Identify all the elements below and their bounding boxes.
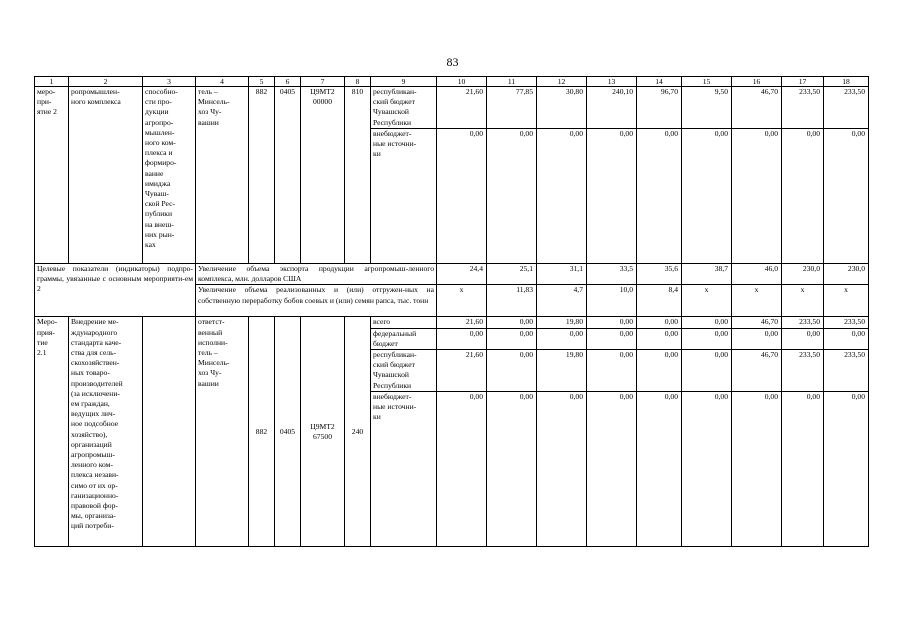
funding-source: всего bbox=[371, 317, 437, 328]
value-cell: 46,0 bbox=[732, 264, 782, 285]
value-cell: 0,00 bbox=[487, 128, 537, 263]
value-cell: 233,50 bbox=[782, 87, 824, 129]
value-cell: 230,0 bbox=[824, 264, 869, 285]
header-cell: 14 bbox=[637, 77, 682, 87]
value-cell: 0,00 bbox=[637, 328, 682, 349]
table-row bbox=[35, 87, 869, 129]
event-name: ропромышлен- ного комплекса bbox=[69, 87, 143, 264]
value-cell: 96,70 bbox=[637, 87, 682, 129]
event-goal bbox=[143, 317, 196, 547]
responsible: ответст- венный исполни- тель – Минсель- хоз Чу- вашии bbox=[196, 317, 249, 547]
value-cell: 0,00 bbox=[587, 128, 637, 263]
code-type: 810 bbox=[345, 87, 371, 264]
code-target: Ц9МТ2 67500 bbox=[301, 317, 345, 547]
value-cell: 0,00 bbox=[487, 328, 537, 349]
value-cell: 31,1 bbox=[537, 264, 587, 285]
header-cell: 5 bbox=[249, 77, 275, 87]
value-cell: 0,00 bbox=[637, 392, 682, 547]
value-cell: 0,00 bbox=[732, 392, 782, 547]
header-cell: 18 bbox=[824, 77, 869, 87]
value-cell: 0,00 bbox=[682, 328, 732, 349]
value-cell: x bbox=[732, 285, 782, 317]
value-cell: 0,00 bbox=[437, 128, 487, 263]
header-cell: 16 bbox=[732, 77, 782, 87]
value-cell: 0,00 bbox=[824, 328, 869, 349]
value-cell: 21,60 bbox=[437, 350, 487, 392]
value-cell: 9,50 bbox=[682, 87, 732, 129]
header-cell: 10 bbox=[437, 77, 487, 87]
code-target: Ц9МТ2 00000 bbox=[301, 87, 345, 264]
value-cell: 38,7 bbox=[682, 264, 732, 285]
value-cell: 0,00 bbox=[537, 392, 587, 547]
code-grbs: 882 bbox=[249, 87, 275, 264]
page-number: 83 bbox=[446, 55, 459, 69]
value-cell: 46,70 bbox=[732, 87, 782, 129]
value-cell: 0,00 bbox=[637, 128, 682, 263]
budget-table bbox=[34, 76, 869, 547]
value-cell: 0,00 bbox=[537, 128, 587, 263]
value-cell: 10,0 bbox=[587, 285, 637, 317]
value-cell: 19,80 bbox=[537, 350, 587, 392]
value-cell: 0,00 bbox=[824, 128, 869, 263]
value-cell: 30,80 bbox=[537, 87, 587, 129]
value-cell: 233,50 bbox=[824, 317, 869, 328]
value-cell: 46,70 bbox=[732, 317, 782, 328]
value-cell: 0,00 bbox=[437, 328, 487, 349]
value-cell: 0,00 bbox=[437, 392, 487, 547]
header-cell: 2 bbox=[69, 77, 143, 87]
header-cell: 3 bbox=[143, 77, 196, 87]
value-cell: 0,00 bbox=[682, 128, 732, 263]
value-cell: 0,00 bbox=[587, 317, 637, 328]
value-cell: 0,00 bbox=[637, 350, 682, 392]
funding-source: внебюджет- ные источни- ки bbox=[371, 392, 437, 547]
indicator-text: Увеличение объема экспорта продукции агропромыш-ленного комплекса, млн. долларов США bbox=[196, 264, 437, 285]
value-cell: 0,00 bbox=[587, 328, 637, 349]
value-cell: 77,85 bbox=[487, 87, 537, 129]
value-cell: 0,00 bbox=[732, 328, 782, 349]
funding-source: внебюджет- ные источни- ки bbox=[371, 128, 437, 263]
value-cell: x bbox=[782, 285, 824, 317]
header-cell: 11 bbox=[487, 77, 537, 87]
value-cell: 0,00 bbox=[587, 392, 637, 547]
value-cell: 19,80 bbox=[537, 317, 587, 328]
responsible: тель – Минсель- хоз Чу- вашии bbox=[196, 87, 249, 264]
value-cell: 0,00 bbox=[782, 392, 824, 547]
value-cell: 0,00 bbox=[732, 128, 782, 263]
value-cell: 240,10 bbox=[587, 87, 637, 129]
value-cell: 4,7 bbox=[537, 285, 587, 317]
value-cell: 233,50 bbox=[782, 350, 824, 392]
event-goal: способно- сти про- дукции агропро- мышлен- ного ком- плекса и формиро- вание имиджа Чуваш- ской Рес- публики на внеш- них рын- ках bbox=[143, 87, 196, 264]
code-section: 0405 bbox=[275, 317, 301, 547]
event-number: меро- при- ятие 2 bbox=[35, 87, 69, 264]
code-section: 0405 bbox=[275, 87, 301, 264]
value-cell: 35,6 bbox=[637, 264, 682, 285]
value-cell: x bbox=[437, 285, 487, 317]
value-cell: x bbox=[682, 285, 732, 317]
value-cell: 24,4 bbox=[437, 264, 487, 285]
header-cell: 1 bbox=[35, 77, 69, 87]
value-cell: 0,00 bbox=[782, 128, 824, 263]
indicator-text: Увеличение объема реализованных и (или) отгружен-ных на собственную переработку бобов соевых и (или) семян рапса, тыс. тонн bbox=[196, 285, 437, 317]
value-cell: 0,00 bbox=[487, 317, 537, 328]
event-number: Меро- прия- тие 2.1 bbox=[35, 317, 69, 547]
value-cell: 233,50 bbox=[782, 317, 824, 328]
value-cell: 0,00 bbox=[782, 328, 824, 349]
event-name: Внедрение ме- ждународного стандарта каче- ства для сель- скохозяйствен- ных товаро- производителей (за исключени- ем граждан, ведущих лич- ное подсобное хозяйство), организаций агропромыш- ленного ком- плекса незави- симо от их ор- ганизационно- правовой фор- мы, организа- ций потреби- bbox=[69, 317, 143, 547]
value-cell: 0,00 bbox=[487, 350, 537, 392]
value-cell: 0,00 bbox=[682, 350, 732, 392]
value-cell: 230,0 bbox=[782, 264, 824, 285]
header-cell: 12 bbox=[537, 77, 587, 87]
code-grbs: 882 bbox=[249, 317, 275, 547]
value-cell: 11,83 bbox=[487, 285, 537, 317]
value-cell: 233,50 bbox=[824, 87, 869, 129]
value-cell: 0,00 bbox=[537, 328, 587, 349]
code-type: 240 bbox=[345, 317, 371, 547]
header-cell: 6 bbox=[275, 77, 301, 87]
value-cell: 0,00 bbox=[487, 392, 537, 547]
header-cell: 9 bbox=[371, 77, 437, 87]
value-cell: 0,00 bbox=[637, 317, 682, 328]
value-cell: 0,00 bbox=[587, 350, 637, 392]
value-cell: 0,00 bbox=[824, 392, 869, 547]
header-cell: 8 bbox=[345, 77, 371, 87]
value-cell: x bbox=[824, 285, 869, 317]
value-cell: 25,1 bbox=[487, 264, 537, 285]
header-cell: 13 bbox=[587, 77, 637, 87]
value-cell: 8,4 bbox=[637, 285, 682, 317]
value-cell: 0,00 bbox=[682, 392, 732, 547]
indicators-label: Целевые показатели (индикаторы) подпро-граммы, увязанные с основным мероприяти-ем 2 bbox=[35, 264, 196, 317]
header-cell: 17 bbox=[782, 77, 824, 87]
value-cell: 233,50 bbox=[824, 350, 869, 392]
table-row bbox=[35, 317, 869, 328]
value-cell: 0,00 bbox=[682, 317, 732, 328]
header-cell: 15 bbox=[682, 77, 732, 87]
header-cell: 4 bbox=[196, 77, 249, 87]
value-cell: 21,60 bbox=[437, 317, 487, 328]
funding-source: республикан- ский бюджет Чувашской Республики bbox=[371, 87, 437, 129]
header-row bbox=[35, 77, 869, 87]
value-cell: 33,5 bbox=[587, 264, 637, 285]
funding-source: федеральный бюджет bbox=[371, 328, 437, 349]
header-cell: 7 bbox=[301, 77, 345, 87]
value-cell: 46,70 bbox=[732, 350, 782, 392]
value-cell: 21,60 bbox=[437, 87, 487, 129]
indicator-row bbox=[35, 264, 869, 285]
funding-source: республикан- ский бюджет Чувашской Республики bbox=[371, 350, 437, 392]
